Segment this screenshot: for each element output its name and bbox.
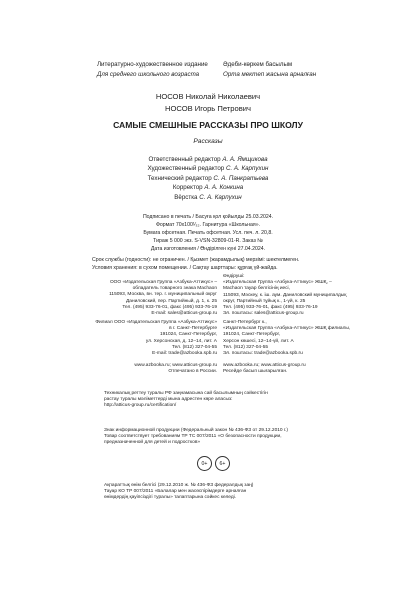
branch-kz	[223, 320, 350, 357]
credit-name: А. А. Ямщикова	[222, 156, 268, 163]
web-line: www.azbooka.ru; www.atticus-group.ru	[223, 363, 306, 368]
technical-regulation	[104, 391, 268, 410]
storage-line: Срок службы (годности): не ограничен. / Қызмет (жарамдылық) мерзімі: шектелмеген.	[92, 257, 300, 263]
print-line: Бумага офсетная. Печать офсетная. Усл. печ. л. 20,8.	[143, 230, 273, 237]
web-kz	[223, 363, 306, 375]
web-ru	[92, 363, 217, 375]
branch-line: Херсон көшесі, 12–14-үй, лит. А	[223, 338, 294, 344]
publisher-line: ООО «Издательская Группа «Азбука-Аттикус» –	[109, 280, 217, 285]
print-line: Формат 70x100¹⁄₃₂. Гарнитура «Школьная».	[155, 222, 261, 229]
publisher-line: Өндіруші:	[223, 274, 245, 279]
credit-line	[0, 165, 416, 173]
book-title: САМЫЕ СМЕШНЫЕ РАССКАЗЫ ПРО ШКОЛУ	[113, 120, 303, 130]
publisher-line: 115093, Мәскеу, к. іш. аум. Даниловский муниципалдық	[223, 292, 347, 298]
branch-line: Тел. (812) 327-04-55	[171, 344, 217, 350]
info-line: Товар соответствует требованиям ТР ТС 007/2011 «О безопасности продукции,	[104, 434, 282, 440]
edition-type-ru: Литературно-художественное издание	[97, 61, 208, 68]
print-line: Дата изготовления / Өндірілген күні 27.04.2024.	[150, 246, 266, 253]
publisher-line: E-mail: sales@atticus-group.ru	[151, 311, 217, 317]
credit-role: Технический редактор	[147, 174, 212, 182]
info-line: предназначенной для детей и подростков»	[104, 440, 201, 446]
age-rating-0-badge: 0+	[197, 456, 212, 471]
author-1: НОСОВ Николай Николаевич	[155, 92, 261, 101]
credits	[0, 156, 416, 202]
publisher-line: «Издательская Группа «Азбука-Аттикус» ЖШҚ, –	[223, 280, 332, 286]
branch-line: ул. Херсонская, д. 12–14, лит. А	[145, 338, 217, 344]
print-info	[0, 213, 416, 253]
kz-label-line: Тауар КО ТР 007/2011 «Балалар мен жасөспірімдерге арналған	[104, 489, 247, 495]
credit-role: Художественный редактор	[147, 165, 225, 173]
credit-line	[0, 156, 416, 164]
regulation-line: Техникалық реттеу туралы РФ заңнамасына сай басылымның сәйкестігін	[104, 391, 268, 396]
credit-name: С. А. Карпухин	[226, 165, 269, 173]
age-rating-6-badge: 6+	[215, 456, 230, 471]
print-line: Подписано в печать / Басуға қол қойылды 25.03.2024.	[142, 214, 274, 220]
publisher-line: 115093, Москва, вн. тер. г. муниципальный округ	[109, 292, 217, 298]
credit-line	[0, 194, 416, 202]
web-line: Ресейде басып шығарылған.	[223, 369, 288, 375]
age-group-kz: Орта мектеп жасына арналған	[223, 71, 317, 78]
author-2: НОСОВ Игорь Петрович	[165, 104, 251, 113]
branch-line: Тел. (812) 327-04-55	[223, 344, 269, 350]
branch-line: «Издательская Группа «Азбука-Аттикус» ЖШҚ филиалы,	[223, 326, 351, 332]
print-line: Тираж 5 000 экз. S-VSN-32809-01-R. Заказ №	[153, 238, 263, 245]
publisher-line: округ, Партийный тұйық к., 1-үй, к. 25	[223, 298, 306, 304]
branch-line: 191024, Санкт-Петербург,	[223, 332, 281, 338]
credit-line	[0, 175, 416, 183]
age-group-ru: Для среднего школьного возраста	[97, 71, 200, 78]
credit-role: Корректор	[172, 184, 203, 192]
storage-line: Условия хранения: в сухом помещении. / Сақтау шарттары: құрғақ үй-жайда.	[92, 264, 278, 271]
credit-role: Вёрстка	[174, 193, 198, 201]
publisher-line: Тел. (495) 933-76-01, факс (495) 933-76-19	[122, 304, 217, 310]
credit-name: А. А. Конкина	[204, 184, 244, 192]
regulation-line: растау туралы мәліметтерді мына адрестен көре аласыз:	[104, 397, 233, 403]
regulation-line: http://atticus-group.ru/certification/	[104, 403, 177, 409]
kz-info-label	[104, 483, 253, 502]
credit-name: С. А. Карпухин	[199, 193, 242, 201]
credit-line	[0, 184, 416, 192]
publisher-line: Тел. (495) 933-76-01, факс (495) 933-76-19	[223, 305, 318, 311]
branch-line: Филиал ООО «Издательская Группа «Азбука-Аттикус»	[95, 320, 217, 325]
publisher-line: обладатель товарного знака Machaon	[132, 286, 217, 292]
web-line: www.azbooka.ru; www.atticus-group.ru	[134, 363, 217, 368]
branch-line: Санкт-Петербург к.,	[223, 320, 267, 325]
publisher-line: Machaon тауар белгісінің иесі,	[223, 286, 290, 292]
branch-ru	[92, 320, 217, 357]
info-line: Знак информационной продукции (Федеральный закон № 436-ФЗ от 29.12.2010 г.)	[104, 428, 289, 433]
book-subtitle: Рассказы	[193, 138, 223, 145]
branch-line: E-mail: trade@azbooka.spb.ru	[152, 351, 217, 357]
branch-line: в г. Санкт-Петербурге	[169, 326, 217, 332]
kz-label-line: өнімдердің қауіпсіздігі туралы» талаптарына сәйкес келеді.	[104, 495, 237, 501]
info-product-label	[104, 428, 288, 447]
storage-info	[92, 257, 299, 273]
credit-name: С. А. Панкратьева	[213, 174, 269, 182]
publisher-ru	[92, 280, 217, 317]
kz-label-line: Ақпараттық өнім белгісі (29.12.2010 ж. № 436-ФЗ федералдық заң)	[104, 483, 254, 488]
credit-role: Ответственный редактор	[148, 156, 221, 163]
publisher-line: Даниловский, пер. Партийный, д. 1, к. 25	[126, 298, 217, 304]
branch-line: 191024, Санкт-Петербург,	[159, 332, 217, 338]
publisher-kz	[223, 274, 346, 318]
publisher-line: Эл. поштасы: sales@atticus-group.ru	[223, 311, 304, 317]
web-line: Отпечатано в России.	[168, 369, 217, 375]
branch-line: Эл. поштасы: trade@azbooka.spb.ru	[223, 351, 303, 357]
edition-type-kz: Әдеби-көркем басылым	[223, 61, 293, 68]
